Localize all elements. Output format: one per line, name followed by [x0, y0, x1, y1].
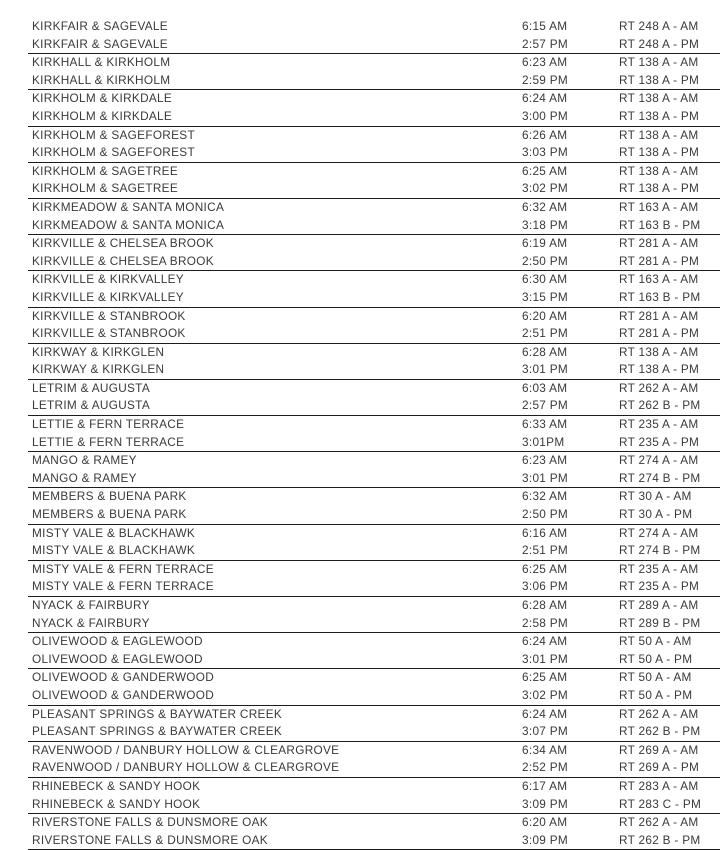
- stop-location: MANGO & RAMEY: [32, 470, 137, 485]
- stop-group: [28, 90, 720, 126]
- pickup-time: 2:52 PM: [522, 760, 569, 775]
- schedule-row: [28, 235, 720, 253]
- stop-location: MISTY VALE & BLACKHAWK: [32, 525, 196, 540]
- route-code: RT 269 A - AM: [619, 742, 699, 757]
- stop-location: RIVERSTONE FALLS & DUNSMORE OAK: [32, 832, 268, 847]
- pickup-time: 6:25 AM: [522, 163, 568, 178]
- schedule-row: [28, 36, 720, 54]
- stop-location: MEMBERS & BUENA PARK: [32, 489, 187, 504]
- pickup-time: 6:19 AM: [522, 236, 568, 251]
- stop-group: [28, 597, 720, 633]
- stop-location: MISTY VALE & BLACKHAWK: [32, 543, 196, 558]
- pickup-time: 6:20 AM: [522, 308, 568, 323]
- pickup-time: 3:01PM: [522, 434, 565, 449]
- schedule-row: [28, 199, 720, 217]
- stop-location: NYACK & FAIRBURY: [32, 615, 150, 630]
- route-code: RT 262 A - AM: [619, 815, 699, 830]
- schedule-row: [28, 397, 720, 415]
- stop-location: RHINEBECK & SANDY HOOK: [32, 778, 201, 793]
- pickup-time: 2:57 PM: [522, 398, 569, 413]
- pickup-time: 3:01 PM: [522, 470, 569, 485]
- route-code: RT 283 C - PM: [619, 796, 702, 811]
- route-code: RT 289 B - PM: [619, 615, 701, 630]
- stop-location: KIRKFAIR & SAGEVALE: [32, 19, 168, 33]
- route-code: RT 138 A - AM: [619, 344, 699, 359]
- pickup-time: 6:26 AM: [522, 127, 568, 142]
- stop-location: OLIVEWOOD & EAGLEWOOD: [32, 651, 203, 666]
- pickup-time: 6:25 AM: [522, 561, 568, 576]
- route-code: RT 281 A - AM: [619, 236, 699, 251]
- route-code: RT 138 A - PM: [619, 181, 700, 196]
- pickup-time: 6:30 AM: [522, 272, 568, 287]
- route-code: RT 163 A - AM: [619, 272, 699, 287]
- stop-location: KIRKWAY & KIRKGLEN: [32, 344, 165, 359]
- pickup-time: 3:07 PM: [522, 724, 569, 739]
- stop-location: RHINEBECK & SANDY HOOK: [32, 796, 201, 811]
- route-code: RT 138 A - PM: [619, 145, 700, 160]
- schedule-row: [28, 706, 720, 724]
- schedule-row: [28, 180, 720, 198]
- pickup-time: 6:25 AM: [522, 670, 568, 685]
- stop-location: KIRKHOLM & KIRKDALE: [32, 108, 173, 123]
- stop-location: KIRKVILLE & KIRKVALLEY: [32, 289, 184, 304]
- stop-group: [28, 814, 720, 850]
- pickup-time: 6:24 AM: [522, 634, 568, 649]
- schedule-row: [28, 651, 720, 669]
- schedule-row: [28, 578, 720, 596]
- stop-location: PLEASANT SPRINGS & BAYWATER CREEK: [32, 724, 283, 739]
- stop-group: [28, 235, 720, 271]
- stop-location: RIVERSTONE FALLS & DUNSMORE OAK: [32, 815, 268, 830]
- stop-group: [28, 488, 720, 524]
- stop-location: KIRKHOLM & KIRKDALE: [32, 91, 173, 106]
- schedule-row: [28, 452, 720, 470]
- stop-location: LETTIE & FERN TERRACE: [32, 417, 185, 432]
- stop-location: KIRKHALL & KIRKHOLM: [32, 55, 171, 70]
- stop-location: MISTY VALE & FERN TERRACE: [32, 561, 214, 576]
- stop-location: RAVENWOOD / DANBURY HOLLOW & CLEARGROVE: [32, 742, 340, 757]
- stop-group: [28, 778, 720, 814]
- pickup-time: 3:15 PM: [522, 289, 569, 304]
- schedule-row: [28, 814, 720, 832]
- schedule-row: [28, 253, 720, 271]
- schedule-row: [28, 163, 720, 181]
- schedule-row: [28, 54, 720, 72]
- pickup-time: 3:18 PM: [522, 217, 569, 232]
- pickup-time: 2:57 PM: [522, 36, 569, 51]
- pickup-time: 6:20 AM: [522, 815, 568, 830]
- pickup-time: 6:23 AM: [522, 55, 568, 70]
- stop-location: LETTIE & FERN TERRACE: [32, 434, 185, 449]
- stop-location: KIRKHOLM & SAGETREE: [32, 163, 178, 178]
- stop-location: LETRIM & AUGUSTA: [32, 380, 150, 395]
- pickup-time: 2:51 PM: [522, 326, 569, 341]
- stop-location: KIRKVILLE & KIRKVALLEY: [32, 272, 184, 287]
- pickup-time: 3:02 PM: [522, 687, 569, 702]
- stop-group: [28, 344, 720, 380]
- schedule-row: [28, 561, 720, 579]
- schedule-row: [28, 669, 720, 687]
- stop-location: KIRKWAY & KIRKGLEN: [32, 362, 165, 377]
- stop-location: LETRIM & AUGUSTA: [32, 398, 150, 413]
- pickup-time: 6:28 AM: [522, 344, 568, 359]
- route-code: RT 30 A - AM: [619, 489, 692, 504]
- route-code: RT 274 A - AM: [619, 453, 699, 468]
- schedule-row: [28, 308, 720, 326]
- stop-group: [28, 199, 720, 235]
- route-code: RT 235 A - AM: [619, 417, 699, 432]
- schedule-row: [28, 525, 720, 543]
- stop-location: MANGO & RAMEY: [32, 453, 137, 468]
- route-code: RT 235 A - AM: [619, 561, 699, 576]
- schedule-row: [28, 18, 720, 36]
- route-code: RT 281 A - PM: [619, 253, 700, 268]
- route-code: RT 138 A - AM: [619, 91, 699, 106]
- pickup-time: 3:09 PM: [522, 832, 569, 847]
- schedule-row: [28, 325, 720, 343]
- stop-group: [28, 669, 720, 705]
- stop-location: KIRKHALL & KIRKHOLM: [32, 72, 171, 87]
- stop-location: KIRKVILLE & CHELSEA BROOK: [32, 253, 214, 268]
- schedule-row: [28, 271, 720, 289]
- pickup-time: 6:23 AM: [522, 453, 568, 468]
- pickup-time: 3:01 PM: [522, 362, 569, 377]
- pickup-time: 3:02 PM: [522, 181, 569, 196]
- route-code: RT 262 A - AM: [619, 706, 699, 721]
- schedule-row: [28, 759, 720, 777]
- pickup-time: 6:16 AM: [522, 525, 568, 540]
- schedule-row: [28, 434, 720, 452]
- stop-location: KIRKVILLE & STANBROOK: [32, 326, 186, 341]
- schedule-row: [28, 778, 720, 796]
- stop-group: [28, 380, 720, 416]
- stop-location: RAVENWOOD / DANBURY HOLLOW & CLEARGROVE: [32, 760, 340, 775]
- stop-location: PLEASANT SPRINGS & BAYWATER CREEK: [32, 706, 283, 721]
- pickup-time: 6:33 AM: [522, 417, 568, 432]
- pickup-time: 6:28 AM: [522, 598, 568, 612]
- pickup-time: 6:03 AM: [522, 380, 568, 395]
- schedule-row: [28, 723, 720, 741]
- route-code: RT 235 A - PM: [619, 579, 700, 594]
- route-code: RT 163 B - PM: [619, 217, 701, 232]
- route-code: RT 138 A - PM: [619, 362, 700, 377]
- stop-location: NYACK & FAIRBURY: [32, 598, 150, 612]
- pickup-time: 2:58 PM: [522, 615, 569, 630]
- schedule-row: [28, 506, 720, 524]
- pickup-time: 6:17 AM: [522, 778, 568, 793]
- stop-group: [28, 18, 720, 54]
- route-code: RT 138 A - AM: [619, 127, 699, 142]
- route-code: RT 262 B - PM: [619, 398, 701, 413]
- schedule-row: [28, 488, 720, 506]
- stop-group: [28, 525, 720, 561]
- stop-group: [28, 561, 720, 597]
- route-code: RT 30 A - PM: [619, 507, 693, 522]
- bus-stop-schedule: [28, 18, 720, 850]
- route-code: RT 262 B - PM: [619, 724, 701, 739]
- stop-group: [28, 706, 720, 742]
- route-code: RT 281 A - PM: [619, 326, 700, 341]
- stop-group: [28, 633, 720, 669]
- route-code: RT 163 A - AM: [619, 199, 699, 214]
- route-code: RT 235 A - PM: [619, 434, 700, 449]
- route-code: RT 274 A - AM: [619, 525, 699, 540]
- route-code: RT 138 A - AM: [619, 163, 699, 178]
- schedule-row: [28, 597, 720, 615]
- stop-location: KIRKHOLM & SAGEFOREST: [32, 145, 195, 160]
- stop-group: [28, 54, 720, 90]
- stop-location: KIRKFAIR & SAGEVALE: [32, 36, 168, 51]
- route-code: RT 289 A - AM: [619, 598, 699, 612]
- route-code: RT 138 A - PM: [619, 108, 700, 123]
- stop-group: [28, 271, 720, 307]
- stop-location: OLIVEWOOD & GANDERWOOD: [32, 670, 215, 685]
- schedule-row: [28, 344, 720, 362]
- pickup-time: 3:00 PM: [522, 108, 569, 123]
- schedule-row: [28, 217, 720, 235]
- stop-location: KIRKMEADOW & SANTA MONICA: [32, 199, 225, 214]
- schedule-row: [28, 127, 720, 145]
- route-code: RT 283 A - AM: [619, 778, 699, 793]
- stop-group: [28, 127, 720, 163]
- stop-location: OLIVEWOOD & EAGLEWOOD: [32, 634, 203, 649]
- route-code: RT 50 A - AM: [619, 670, 692, 685]
- stop-location: KIRKMEADOW & SANTA MONICA: [32, 217, 225, 232]
- route-code: RT 138 A - AM: [619, 55, 699, 70]
- pickup-time: 6:32 AM: [522, 489, 568, 504]
- schedule-row: [28, 470, 720, 488]
- pickup-time: 2:50 PM: [522, 507, 569, 522]
- route-code: RT 138 A - PM: [619, 72, 700, 87]
- schedule-row: [28, 361, 720, 379]
- schedule-row: [28, 90, 720, 108]
- pickup-time: 6:34 AM: [522, 742, 568, 757]
- schedule-row: [28, 796, 720, 814]
- pickup-time: 3:09 PM: [522, 796, 569, 811]
- schedule-row: [28, 542, 720, 560]
- schedule-row: [28, 687, 720, 705]
- stop-group: [28, 742, 720, 778]
- schedule-row: [28, 832, 720, 850]
- schedule-row: [28, 289, 720, 307]
- pickup-time: 2:51 PM: [522, 543, 569, 558]
- stop-location: OLIVEWOOD & GANDERWOOD: [32, 687, 215, 702]
- route-code: RT 274 B - PM: [619, 543, 701, 558]
- route-code: RT 274 B - PM: [619, 470, 701, 485]
- route-code: RT 163 B - PM: [619, 289, 701, 304]
- schedule-row: [28, 633, 720, 651]
- stop-location: MEMBERS & BUENA PARK: [32, 507, 187, 522]
- stop-location: KIRKHOLM & SAGEFOREST: [32, 127, 195, 142]
- route-code: RT 248 A - PM: [619, 36, 700, 51]
- route-code: RT 269 A - PM: [619, 760, 700, 775]
- route-code: RT 262 A - AM: [619, 380, 699, 395]
- schedule-row: [28, 144, 720, 162]
- schedule-row: [28, 742, 720, 760]
- stop-group: [28, 163, 720, 199]
- schedule-row: [28, 416, 720, 434]
- stop-location: MISTY VALE & FERN TERRACE: [32, 579, 214, 594]
- stop-location: KIRKHOLM & SAGETREE: [32, 181, 178, 196]
- pickup-time: 6:15 AM: [522, 19, 568, 33]
- pickup-time: 2:50 PM: [522, 253, 569, 268]
- route-code: RT 50 A - PM: [619, 687, 693, 702]
- route-code: RT 262 B - PM: [619, 832, 701, 847]
- schedule-row: [28, 72, 720, 90]
- pickup-time: 6:24 AM: [522, 91, 568, 106]
- route-code: RT 248 A - AM: [619, 19, 699, 33]
- stop-location: KIRKVILLE & CHELSEA BROOK: [32, 236, 214, 251]
- pickup-time: 6:24 AM: [522, 706, 568, 721]
- schedule-row: [28, 108, 720, 126]
- pickup-time: 3:06 PM: [522, 579, 569, 594]
- stop-group: [28, 452, 720, 488]
- stop-location: KIRKVILLE & STANBROOK: [32, 308, 186, 323]
- pickup-time: 3:03 PM: [522, 145, 569, 160]
- route-code: RT 50 A - AM: [619, 634, 692, 649]
- stop-group: [28, 416, 720, 452]
- pickup-time: 3:01 PM: [522, 651, 569, 666]
- route-code: RT 281 A - AM: [619, 308, 699, 323]
- stop-group: [28, 308, 720, 344]
- pickup-time: 6:32 AM: [522, 199, 568, 214]
- schedule-row: [28, 615, 720, 633]
- route-code: RT 50 A - PM: [619, 651, 693, 666]
- schedule-row: [28, 380, 720, 398]
- pickup-time: 2:59 PM: [522, 72, 569, 87]
